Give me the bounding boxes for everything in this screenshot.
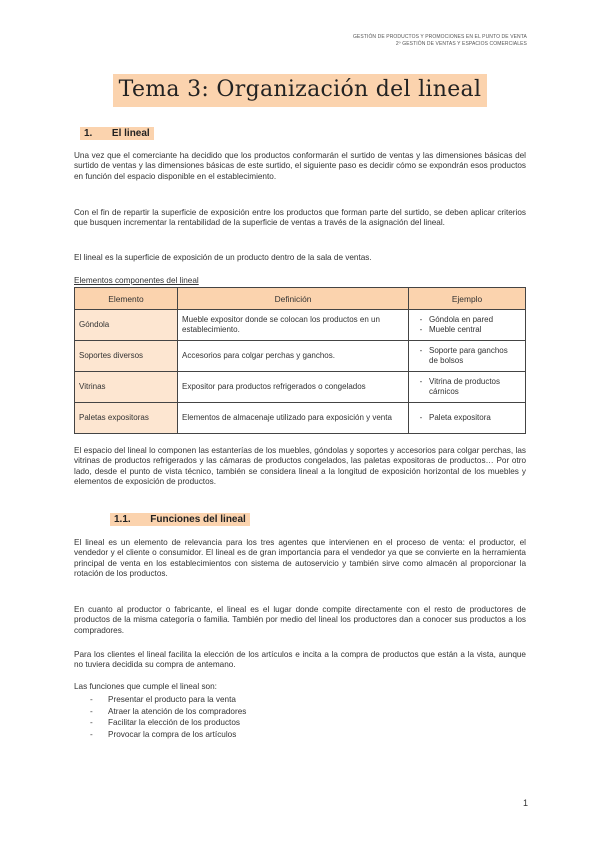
- paragraph-6: Para los clientes el lineal facilita la elección de los artículos e incita a la compra de productos que están a la vista, aunque no tuviera decidida su compra de antemano.: [74, 650, 526, 670]
- example-item: - Vitrina de productos cárnicos: [413, 377, 521, 396]
- table-row: [75, 403, 526, 434]
- section-number: 1.1.: [114, 514, 131, 525]
- page-title: Tema 3: Organización del lineal: [113, 74, 488, 107]
- example-cell: [409, 403, 526, 434]
- list-item-text: Presentar el producto para la venta: [108, 695, 236, 704]
- page-number: 1: [522, 798, 528, 808]
- definition-cell: Elementos de almacenaje utilizado para exposición y venta: [178, 403, 409, 434]
- column-header-definition: Definición: [178, 288, 409, 310]
- paragraph-3: El lineal es la superficie de exposición de un producto dentro de la sala de ventas.: [74, 253, 372, 262]
- example-item: - Mueble central: [419, 325, 482, 334]
- header-line-2: 2º GESTIÓN DE VENTAS Y ESPACIOS COMERCIALES: [395, 41, 527, 47]
- definition-cell: Expositor para productos refrigerados o congelados: [178, 372, 409, 403]
- definition-cell: Mueble expositor donde se colocan los productos en un establecimiento.: [178, 310, 409, 341]
- column-header-element: Elemento: [75, 288, 178, 310]
- element-cell: Soportes diversos: [75, 341, 178, 372]
- table-row: [75, 310, 526, 341]
- example-item: - Paleta expositora: [419, 413, 491, 423]
- table-header-row: [75, 288, 526, 310]
- functions-list: [90, 694, 246, 740]
- section-title: Funciones del lineal: [150, 514, 246, 525]
- example-text: Mueble central: [429, 325, 482, 334]
- paragraph-4: El lineal es un elemento de relevancia para los tres agentes que intervienen en el proceso de venta: el productor, el vendedor y el cliente o consumidor. El lineal es de gran importancia para el vendedor ya que se convierte en la herramienta principal de venta en los establecimientos con sistema de autoservicio y también sirve como almacén al proporcionar la rotación de los productos.: [74, 538, 526, 579]
- list-item: - Provocar la compra de los artículos: [90, 729, 237, 739]
- elements-table: [74, 287, 526, 434]
- list-item: - Atraer la atención de los compradores: [90, 706, 247, 716]
- column-header-example: Ejemplo: [409, 288, 526, 310]
- paragraph-7: Las funciones que cumple el lineal son:: [74, 682, 217, 691]
- section-title: El lineal: [111, 128, 150, 139]
- example-item: - Soporte para ganchos de bolsos: [419, 346, 508, 365]
- list-item: - Presentar el producto para la venta: [90, 695, 236, 704]
- example-text: Paleta expositora: [429, 413, 491, 423]
- list-item-text: Provocar la compra de los artículos: [108, 729, 237, 739]
- example-item: - Góndola en pared: [419, 315, 494, 325]
- example-cell: [409, 310, 526, 341]
- title-wrapper: [0, 74, 600, 107]
- example-cell: [409, 372, 526, 403]
- definition-cell: Accesorios para colgar perchas y ganchos.: [178, 341, 409, 372]
- table-row: [75, 372, 526, 403]
- element-cell: Góndola: [75, 310, 178, 341]
- header-line-1: GESTIÓN DE PRODUCTOS Y PROMOCIONES EN EL PUNTO DE VENTA: [352, 34, 527, 40]
- example-cell: [409, 341, 526, 372]
- list-item-text: Facilitar la elección de los productos: [108, 718, 240, 728]
- list-item-text: Atraer la atención de los compradores: [108, 706, 247, 716]
- paragraph-5: En cuanto al productor o fabricante, el lineal es el lugar donde compite directamente con el resto de productores de productos de la misma categoría o familia. También por medio del lineal los productores dan a conocer sus productos a los compradores.: [74, 605, 526, 635]
- element-cell: Paletas expositoras: [75, 403, 178, 434]
- paragraph-2: Con el fin de repartir la superficie de exposición entre los productos que forman parte del surtido, se deben aplicar criterios que busquen incrementar la rentabilidad de la superficie de ventas a través de la asignación del lineal.: [74, 208, 526, 228]
- table-caption: Elementos componentes del lineal: [74, 276, 199, 285]
- element-cell: Vitrinas: [75, 372, 178, 403]
- paragraph-after-table: El espacio del lineal lo componen las estanterías de los muebles, góndolas y soportes y accesorios para colgar perchas, las vitrinas de productos refrigerados y las cámaras de productos congelados, las paletas expositoras de productos… Por otro lado, desde el punto de vista técnico, también se considera lineal a la longitud de exposición horizontal de los muebles y elementos de exposición de productos.: [74, 446, 526, 487]
- section-heading-1-1: [110, 513, 250, 526]
- example-text: Góndola en pared: [429, 315, 494, 325]
- example-text: Soporte para ganchos de bolsos: [429, 346, 508, 365]
- table-row: [75, 341, 526, 372]
- page-header: [353, 34, 527, 48]
- example-text: Vitrina de productos cárnicos: [429, 377, 501, 396]
- section-number: 1.: [84, 128, 93, 139]
- paragraph-1: Una vez que el comerciante ha decidido que los productos conformarán el surtido de ventas y las dimensiones básicas del surtido de ventas y las dimensiones básicas de este surtido, el siguiente paso es decidir cómo se expondrán esos productos en función del espacio disponible en el establecimiento.: [74, 151, 526, 181]
- list-item: - Facilitar la elección de los productos: [90, 718, 240, 728]
- section-heading-1: [80, 127, 154, 140]
